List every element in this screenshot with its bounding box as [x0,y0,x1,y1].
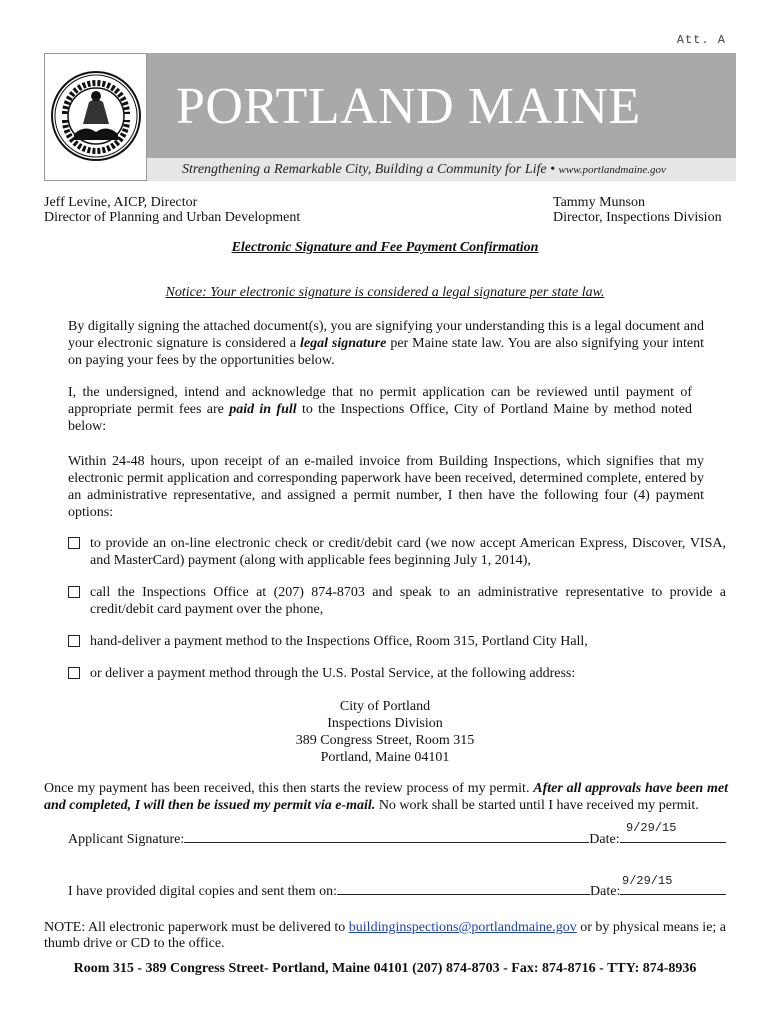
city-seal [44,53,147,181]
digital-date-field[interactable] [620,882,726,895]
option-mail: or deliver a payment method through the U.S. Postal Service, at the following address: [68,665,726,682]
banner-url: www.portlandmaine.gov [558,164,666,176]
option-phone-payment: call the Inspections Office at (207) 874-8703 and speak to an administrative representative to provide a credit/debit card payment over the phone, [68,584,726,618]
delivery-note: NOTE: All electronic paperwork must be delivered to buildinginspections@portlandmaine.gov or by physical means ie; a thumb drive or CD to the office. [44,920,727,951]
signature-date-value: 9/29/15 [626,821,677,835]
digital-copies-row: I have provided digital copies and sent them on: Date: [68,882,726,900]
option-online-payment: to provide an on-line electronic check or credit/debit card (we now accept American Express, Discover, VISA, and MasterCard) payment (along with applicable fees beginning July 1, 2014), [68,535,726,569]
inspections-director: Tammy Munson Director, Inspections Division [553,195,722,225]
signature-field[interactable] [184,830,589,843]
email-link[interactable]: buildinginspections@portlandmaine.gov [348,920,577,935]
paragraph-signing: By digitally signing the attached document(s), you are signifying your understanding this is a legal document and your electronic signature is considered a legal signature per Maine state law. You are also signifying your intent on paying your fees by the opportunities below. [68,319,705,368]
planning-director: Jeff Levine, AICP, Director Director of Planning and Urban Development [44,195,301,225]
office-footer: Room 315 - 389 Congress Street- Portland, Maine 04101 (207) 874-8703 - Fax: 874-8716 - TTY: 874-8936 [73,961,697,976]
paragraph-payment-options: Within 24-48 hours, upon receipt of an e-mailed invoice from Building Inspections, which signifies that my electronic permit application and corresponding paperwork have been received, determined complete, entered by an administrative representative, and assigned a permit number, I then have the following four (4) payment options: [68,454,704,520]
attachment-label: Att. A [676,33,726,47]
digital-copies-field[interactable] [337,882,590,895]
digital-date-value: 9/29/15 [622,874,673,888]
banner-tagline: Strengthening a Remarkable City, Building a Community for Life • www.portlandmaine.gov [182,162,666,177]
seal-icon [45,54,148,182]
city-banner [44,53,736,181]
paragraph-review-process: Once my payment has been received, this then starts the review process of my permit. After all approvals have been met and completed, I will then be issued my permit via e-mail. No work shall be started until I have received my permit. [44,781,728,813]
option-online-checkbox[interactable] [68,537,80,549]
signature-date-field[interactable] [620,830,726,843]
banner-title: PORTLAND MAINE [176,78,641,135]
option-mail-checkbox[interactable] [68,667,80,679]
signature-row: Applicant Signature: Date: [68,830,726,848]
option-phone-checkbox[interactable] [68,586,80,598]
legal-notice: Notice: Your electronic signature is considered a legal signature per state law. [165,285,605,300]
option-hand-deliver: hand-deliver a payment method to the Inspections Office, Room 315, Portland City Hall, [68,633,726,650]
paragraph-acknowledge: I, the undersigned, intend and acknowledge that no permit application can be reviewed until payment of appropriate permit fees are paid in full to the Inspections Office, City of Portland Maine by method noted below: [68,385,692,434]
mailing-address: City of Portland Inspections Division 389 Congress Street, Room 315 Portland, Maine 04101 [295,699,475,765]
document-title: Electronic Signature and Fee Payment Confirmation [231,240,539,255]
option-hand-deliver-checkbox[interactable] [68,635,80,647]
